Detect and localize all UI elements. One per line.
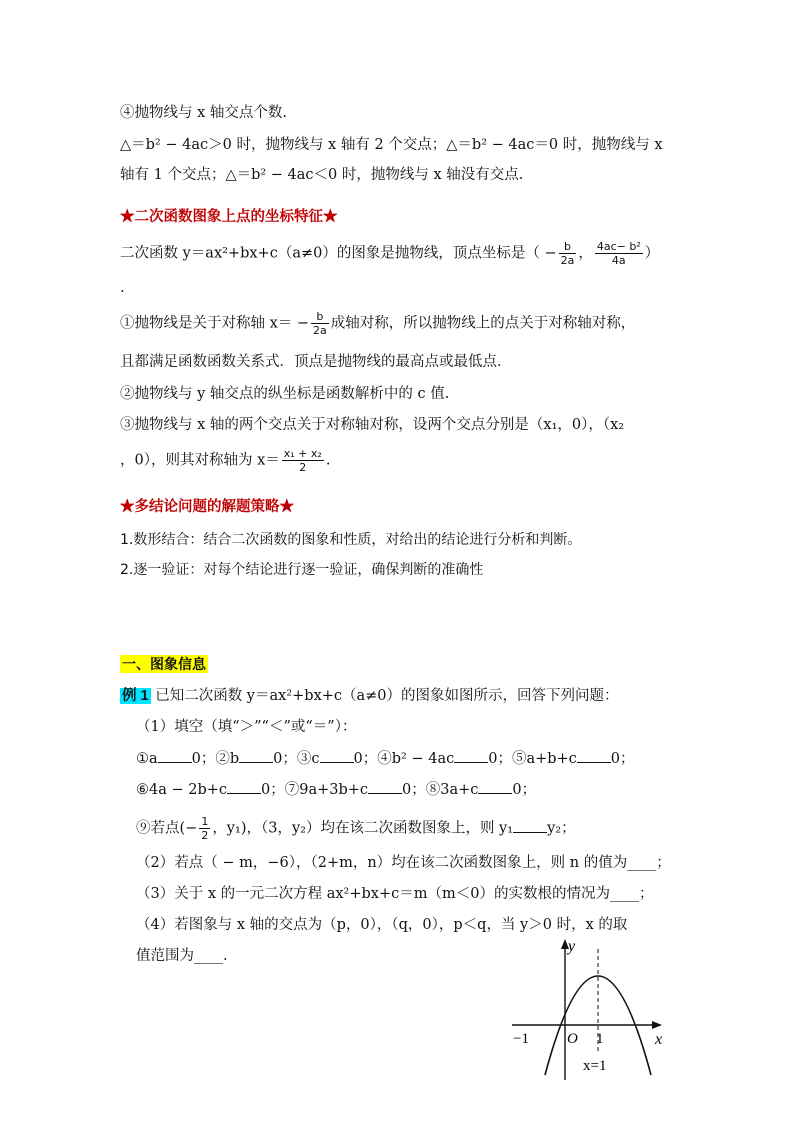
question-1: （1）填空（填“＞”“＜”或“＝”）： bbox=[136, 719, 357, 735]
fraction-4ac-b2-over-4a bbox=[595, 240, 643, 267]
blank-label: 0； bbox=[512, 782, 537, 798]
blank-label: 0；⑦9a+3b+c bbox=[261, 782, 369, 798]
answer-blank bbox=[320, 748, 354, 763]
fraction-denominator: 4a bbox=[611, 254, 626, 267]
fraction-denominator: 2a bbox=[560, 254, 575, 267]
fraction-b-over-2a bbox=[559, 240, 577, 267]
text-point-2: ②抛物线与 y 轴交点的纵坐标是函数解析中的 c 值. bbox=[120, 386, 450, 402]
parabola-graph bbox=[500, 935, 680, 1085]
tick-label-1: 1 bbox=[596, 1031, 604, 1047]
section-title bbox=[120, 654, 208, 675]
text-discriminant-line-1: △＝b² − 4ac＞0 时，抛物线与 x 轴有 2 个交点；△＝b² − 4ac＝0 时，抛物线与 x bbox=[120, 137, 663, 153]
fraction-numerator: x₁ + x₂ bbox=[283, 447, 322, 460]
symmetry-axis-label: x=1 bbox=[583, 1058, 607, 1074]
blank-label: 0；⑧3a+c bbox=[402, 782, 479, 798]
answer-blank bbox=[239, 748, 273, 763]
text-point-1-pre: ①抛物线是关于对称轴 x＝ − bbox=[120, 315, 310, 332]
text-point-1-line-2: 且都满足函数函数关系式．顶点是抛物线的最高点或最低点． bbox=[120, 354, 512, 370]
text-r3-pre: ⑨若点(− bbox=[136, 820, 198, 837]
blank-label: 0；③c bbox=[273, 751, 320, 767]
fraction-denominator: 2 bbox=[299, 461, 307, 474]
text-r3-mid: ，y₁)，（3，y₂）均在该二次函数图象上，则 y₁ bbox=[212, 820, 514, 837]
row-1-blanks bbox=[136, 748, 635, 769]
row-2-blanks bbox=[136, 779, 536, 800]
question-2: （2）若点（ − m，−6），（2+m，n）均在该二次函数图象上，则 n 的值为____； bbox=[136, 855, 671, 871]
text-vertex-line bbox=[120, 240, 659, 267]
text-period: . bbox=[120, 280, 125, 296]
blank-label: ⑥4a − 2b+c bbox=[136, 782, 228, 798]
row-3-blanks bbox=[136, 815, 576, 842]
fraction-one-half bbox=[199, 815, 210, 842]
answer-blank bbox=[227, 779, 261, 794]
answer-blank bbox=[577, 748, 611, 763]
question-4-line-2: 值范围为____. bbox=[136, 948, 228, 964]
y-axis-label: y bbox=[568, 938, 576, 955]
text-point-3-post: . bbox=[325, 452, 331, 469]
fraction-denominator: 2 bbox=[201, 829, 209, 842]
tick-label-neg1: −1 bbox=[513, 1031, 529, 1047]
text-point-1 bbox=[120, 310, 635, 337]
blank-label: 0；⑤a+b+c bbox=[488, 751, 577, 767]
example-label: 例 1 bbox=[122, 688, 149, 704]
fraction-numerator: 4ac− b² bbox=[596, 240, 641, 253]
example-stem-text: 已知二次函数 y＝ax²+bx+c（a≠0）的图象如图所示，回答下列问题： bbox=[150, 688, 619, 704]
blank-label: 0；④b² − 4ac bbox=[353, 751, 455, 767]
answer-blank bbox=[454, 748, 488, 763]
text-point-3-pre: ，0），则其对称轴为 x＝ bbox=[120, 452, 280, 469]
fraction-numerator: 1 bbox=[201, 815, 209, 828]
text-r3-end: y₂； bbox=[547, 820, 576, 837]
answer-blank bbox=[478, 779, 512, 794]
text-vertex-pre: 二次函数 y＝ax²+bx+c（a≠0）的图象是抛物线，顶点坐标是（ − bbox=[120, 245, 557, 262]
heading-coordinate-features: ★二次函数图象上点的坐标特征★ bbox=[120, 208, 338, 225]
blank-label: ①a bbox=[136, 751, 158, 767]
heading-strategy: ★多结论问题的解题策略★ bbox=[120, 498, 294, 515]
text-item-4: ④抛物线与 x 轴交点个数. bbox=[120, 105, 288, 121]
text-point-3-line-2 bbox=[120, 447, 330, 474]
text-point-3: ③抛物线与 x 轴的两个交点关于对称轴对称，设两个交点分别是（x₁，0），（x₂ bbox=[120, 417, 625, 433]
fraction-x1-plus-x2-over-2 bbox=[282, 447, 324, 474]
fraction-numerator: b bbox=[559, 240, 577, 254]
text-discriminant-line-2: 轴有 1 个交点；△＝b² − 4ac＜0 时，抛物线与 x 轴没有交点. bbox=[120, 167, 524, 183]
section-title-text: 一、图象信息 bbox=[122, 656, 206, 672]
text-strategy-1: 1.数形结合：结合二次函数的图象和性质，对给出的结论进行分析和判断。 bbox=[120, 532, 582, 548]
blank-label: 0； bbox=[610, 751, 635, 767]
answer-blank bbox=[158, 748, 192, 763]
answer-blank bbox=[368, 779, 402, 794]
question-3: （3）关于 x 的一元二次方程 ax²+bx+c＝m（m＜0）的实数根的情况为____； bbox=[136, 886, 654, 902]
text-strategy-2: 2.逐一验证：对每个结论进行逐一验证，确保判断的准确性 bbox=[120, 562, 484, 578]
text-comma: ， bbox=[578, 245, 593, 262]
fraction-axis bbox=[311, 310, 329, 337]
text-close-paren: ） bbox=[644, 245, 660, 262]
fraction-denominator: 2a bbox=[313, 324, 327, 337]
blank-label: 0；②b bbox=[191, 751, 240, 767]
text-point-1-post: 成轴对称，所以抛物线上的点关于对称轴对称， bbox=[330, 315, 636, 332]
fraction-numerator: b bbox=[311, 310, 329, 324]
example-stem bbox=[120, 686, 619, 706]
origin-label: O bbox=[567, 1031, 578, 1047]
x-axis-label: x bbox=[655, 1031, 663, 1048]
x-axis-arrow-icon bbox=[652, 1021, 662, 1029]
question-4: （4）若图象与 x 轴的交点为（p，0），（q，0），p＜q，当 y＞0 时，x 的取 bbox=[136, 917, 628, 933]
answer-blank bbox=[513, 818, 547, 833]
